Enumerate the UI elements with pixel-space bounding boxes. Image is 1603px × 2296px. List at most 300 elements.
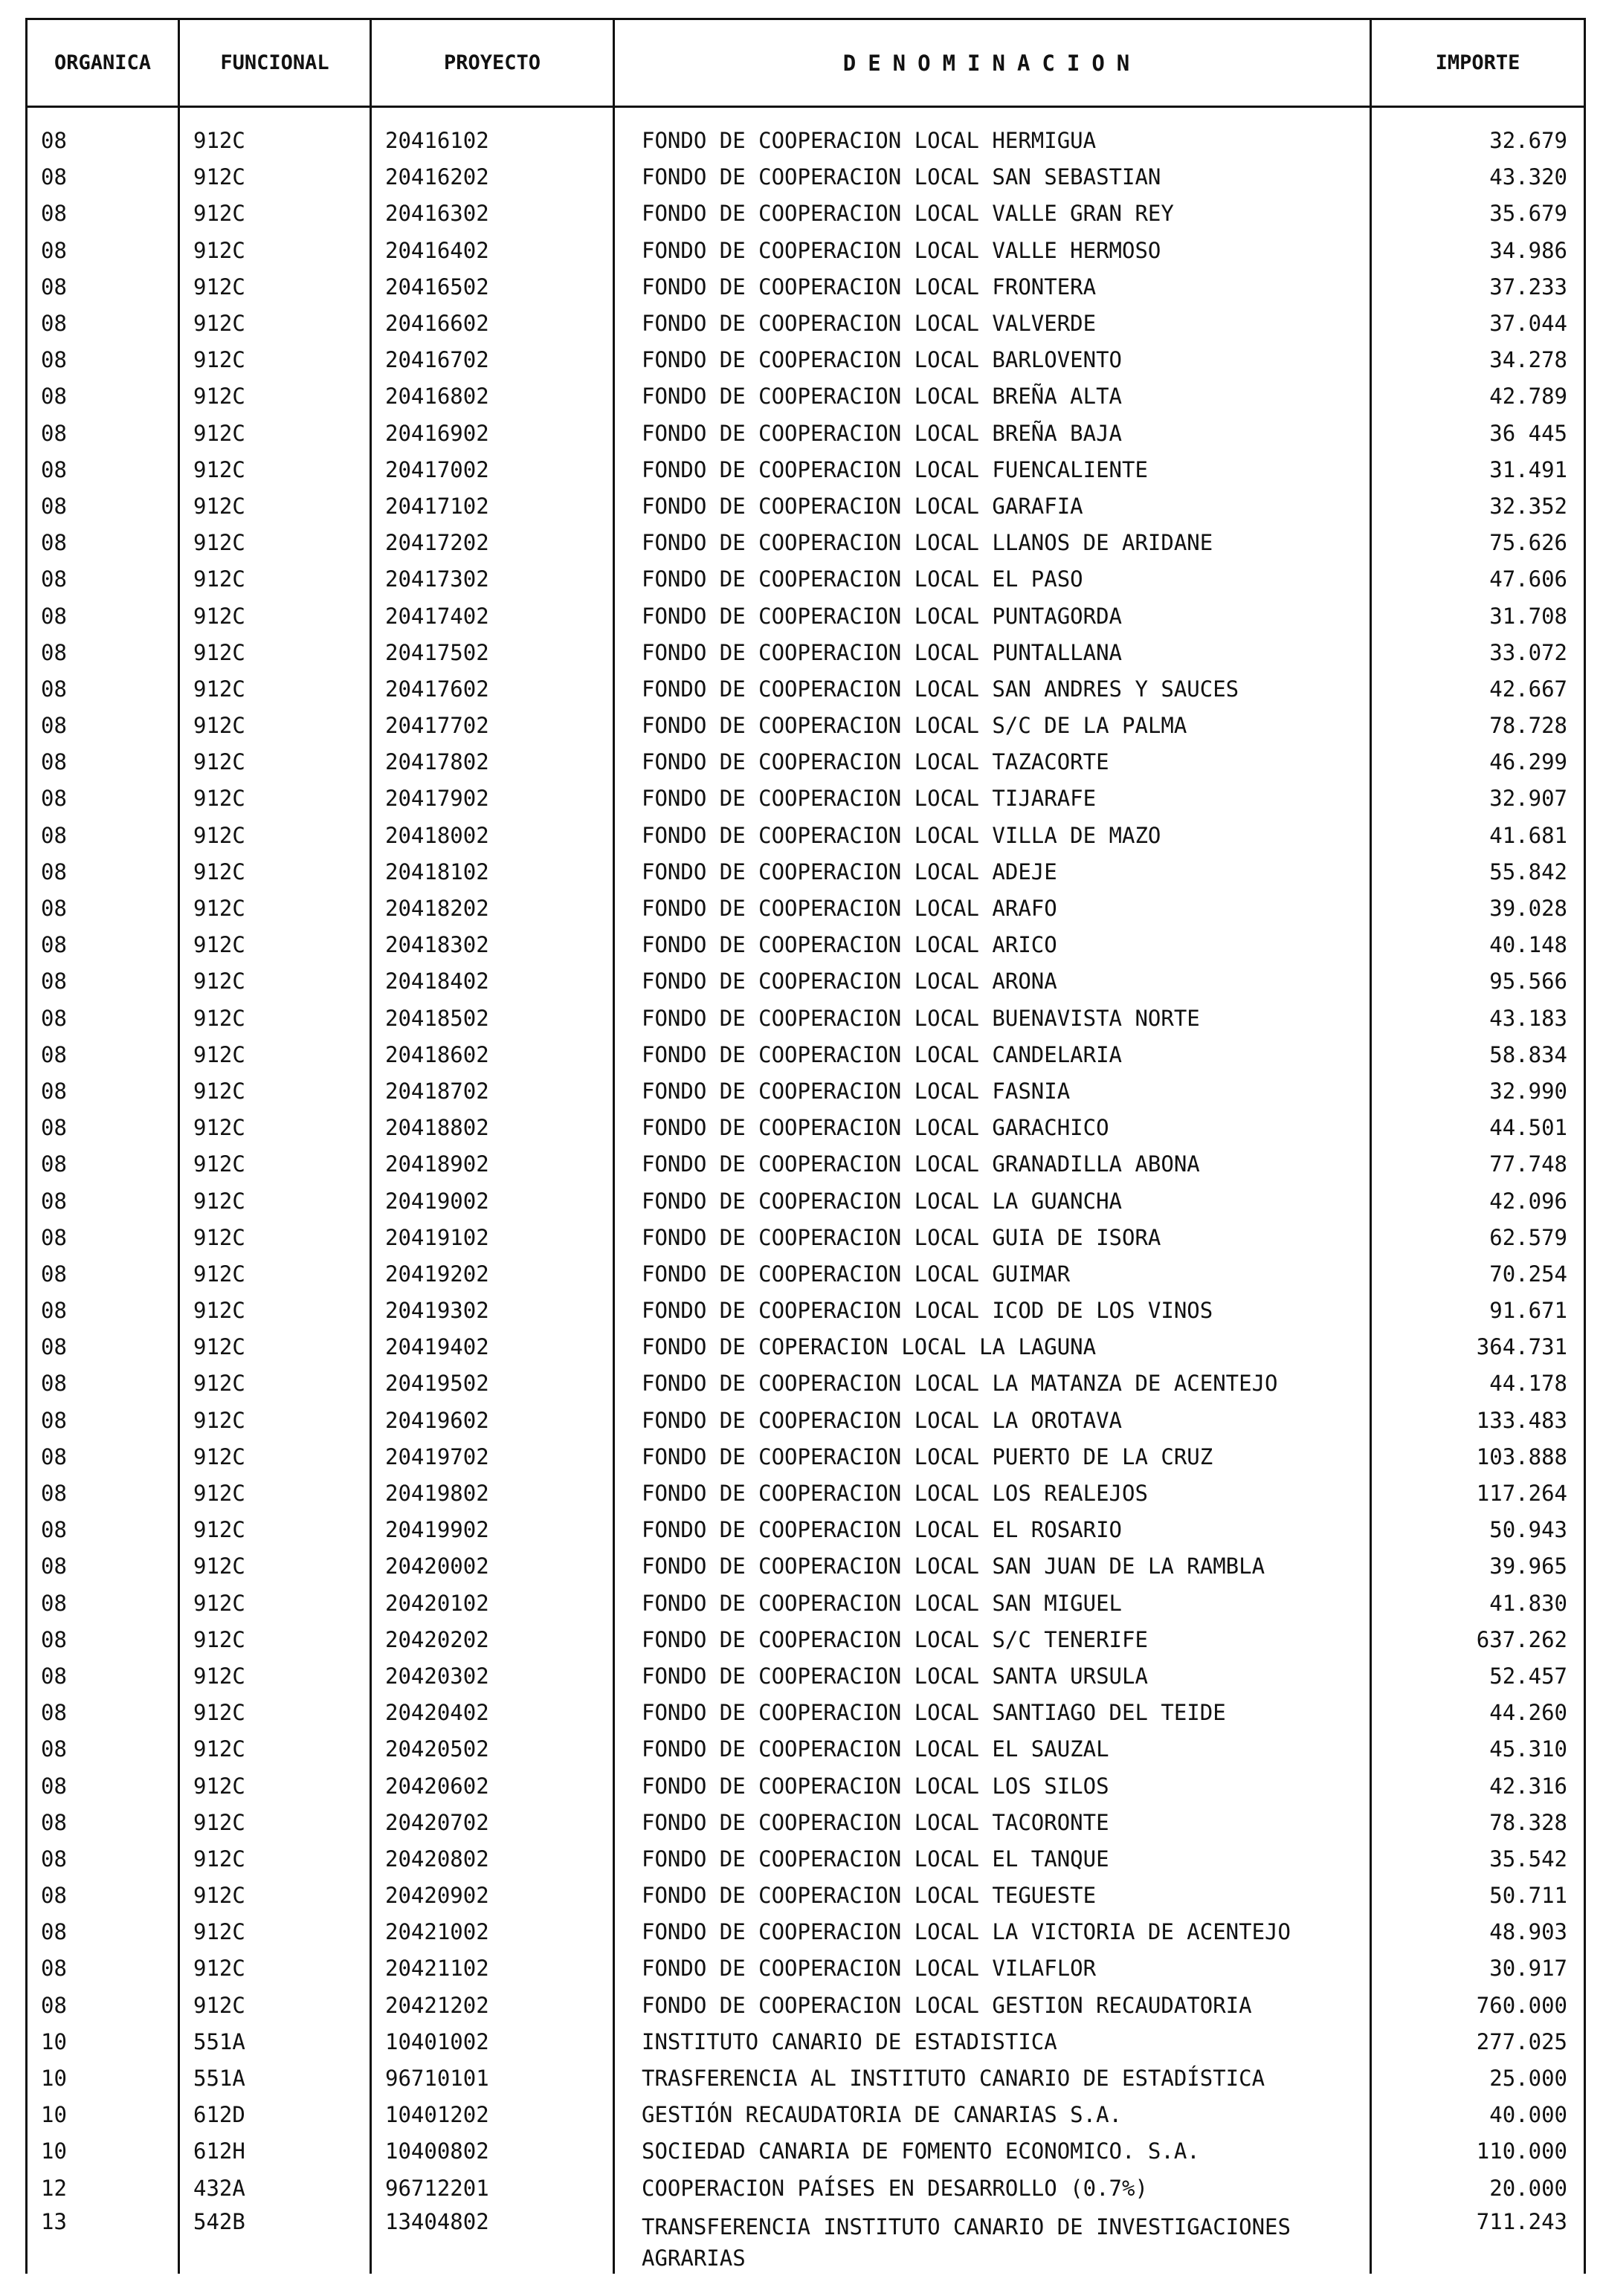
- table-row: [27, 744, 1585, 780]
- importe-cell: 41.681: [1371, 818, 1585, 854]
- funcional-cell: 912C: [179, 780, 371, 817]
- funcional-cell: 551A: [179, 2024, 371, 2060]
- proyecto-cell: 20420602: [371, 1768, 614, 1804]
- organica-cell: 08: [27, 780, 179, 817]
- importe-cell: 117.264: [1371, 1475, 1585, 1512]
- denominacion-cell: FONDO DE COOPERACION LOCAL GESTION RECAUDATORIA: [614, 1988, 1371, 2024]
- denominacion-cell: FONDO DE COOPERACION LOCAL EL TANQUE: [614, 1841, 1371, 1878]
- denominacion-cell: FONDO DE COOPERACION LOCAL HERMIGUA: [614, 107, 1371, 160]
- table-row: [27, 561, 1585, 598]
- funcional-cell: 912C: [179, 1512, 371, 1548]
- proyecto-cell: 20420102: [371, 1585, 614, 1622]
- denominacion-cell: FONDO DE COOPERACION LOCAL LA GUANCHA: [614, 1183, 1371, 1219]
- proyecto-cell: 20416902: [371, 415, 614, 452]
- table-row: [27, 708, 1585, 744]
- proyecto-cell: 20418402: [371, 963, 614, 1000]
- denominacion-cell: FONDO DE COOPERACION LOCAL SAN MIGUEL: [614, 1585, 1371, 1622]
- funcional-cell: 912C: [179, 1365, 371, 1402]
- importe-cell: 43.320: [1371, 159, 1585, 195]
- organica-cell: 08: [27, 1329, 179, 1365]
- organica-cell: 08: [27, 1805, 179, 1841]
- denominacion-cell: FONDO DE COOPERACION LOCAL ICOD DE LOS VINOS: [614, 1293, 1371, 1329]
- table-row: [27, 927, 1585, 963]
- proyecto-cell: 20421202: [371, 1988, 614, 2024]
- organica-cell: 08: [27, 1403, 179, 1439]
- denominacion-cell: FONDO DE COOPERACION LOCAL FUENCALIENTE: [614, 452, 1371, 488]
- proyecto-cell: 20416802: [371, 378, 614, 415]
- denominacion-cell: FONDO DE COOPERACION LOCAL CANDELARIA: [614, 1037, 1371, 1073]
- header-row: [27, 19, 1585, 107]
- proyecto-cell: 20417502: [371, 635, 614, 671]
- denominacion-cell: FONDO DE COOPERACION LOCAL TAZACORTE: [614, 744, 1371, 780]
- funcional-cell: 912C: [179, 1548, 371, 1585]
- funcional-cell: 432A: [179, 2170, 371, 2207]
- denominacion-cell: FONDO DE COOPERACION LOCAL LA OROTAVA: [614, 1403, 1371, 1439]
- importe-cell: 55.842: [1371, 854, 1585, 890]
- table-row: [27, 598, 1585, 634]
- funcional-cell: 912C: [179, 1695, 371, 1731]
- importe-cell: 77.748: [1371, 1146, 1585, 1183]
- funcional-cell: 912C: [179, 963, 371, 1000]
- importe-cell: 34.278: [1371, 342, 1585, 378]
- proyecto-cell: 96710101: [371, 2060, 614, 2097]
- funcional-cell: 912C: [179, 1220, 371, 1256]
- funcional-cell: 912C: [179, 1000, 371, 1037]
- organica-cell: 13: [27, 2207, 179, 2274]
- proyecto-cell: 20417002: [371, 452, 614, 488]
- importe-cell: 110.000: [1371, 2133, 1585, 2170]
- importe-cell: 37.044: [1371, 305, 1585, 342]
- table-row: [27, 107, 1585, 160]
- importe-cell: 34.986: [1371, 233, 1585, 269]
- table-row: [27, 1878, 1585, 1914]
- table-row: [27, 269, 1585, 305]
- funcional-cell: 912C: [179, 305, 371, 342]
- organica-cell: 08: [27, 1110, 179, 1146]
- denominacion-cell: FONDO DE COOPERACION LOCAL TIJARAFE: [614, 780, 1371, 817]
- importe-cell: 44.260: [1371, 1695, 1585, 1731]
- funcional-cell: 912C: [179, 1329, 371, 1365]
- funcional-cell: 912C: [179, 708, 371, 744]
- organica-cell: 08: [27, 1950, 179, 1987]
- budget-table: [25, 18, 1586, 2274]
- proyecto-cell: 20419402: [371, 1329, 614, 1365]
- proyecto-cell: 20416102: [371, 107, 614, 160]
- table-row: [27, 305, 1585, 342]
- importe-cell: 31.491: [1371, 452, 1585, 488]
- table-row: [27, 1037, 1585, 1073]
- proyecto-cell: 20419902: [371, 1512, 614, 1548]
- organica-cell: 08: [27, 963, 179, 1000]
- table-row: [27, 452, 1585, 488]
- funcional-cell: 912C: [179, 233, 371, 269]
- funcional-cell: 912C: [179, 1878, 371, 1914]
- denominacion-cell: FONDO DE COOPERACION LOCAL LLANOS DE ARIDANE: [614, 525, 1371, 561]
- column-header-denominacion: DENOMINACION: [614, 19, 1371, 107]
- importe-cell: 30.917: [1371, 1950, 1585, 1987]
- organica-cell: 12: [27, 2170, 179, 2207]
- table-row: [27, 1914, 1585, 1950]
- importe-cell: 364.731: [1371, 1329, 1585, 1365]
- importe-cell: 103.888: [1371, 1439, 1585, 1475]
- organica-cell: 08: [27, 708, 179, 744]
- table-row: [27, 488, 1585, 525]
- table-row: [27, 1365, 1585, 1402]
- denominacion-cell: FONDO DE COOPERACION LOCAL GRANADILLA ABONA: [614, 1146, 1371, 1183]
- organica-cell: 08: [27, 488, 179, 525]
- importe-cell: 637.262: [1371, 1622, 1585, 1658]
- table-row: [27, 963, 1585, 1000]
- denominacion-cell: FONDO DE COOPERACION LOCAL VILAFLOR: [614, 1950, 1371, 1987]
- importe-cell: 41.830: [1371, 1585, 1585, 1622]
- importe-cell: 50.943: [1371, 1512, 1585, 1548]
- funcional-cell: 912C: [179, 378, 371, 415]
- organica-cell: 08: [27, 195, 179, 232]
- funcional-cell: 912C: [179, 854, 371, 890]
- funcional-cell: 912C: [179, 1622, 371, 1658]
- table-row: [27, 1805, 1585, 1841]
- proyecto-cell: 20419102: [371, 1220, 614, 1256]
- organica-cell: 08: [27, 378, 179, 415]
- importe-cell: 78.328: [1371, 1805, 1585, 1841]
- importe-cell: 42.667: [1371, 671, 1585, 708]
- importe-cell: 42.789: [1371, 378, 1585, 415]
- funcional-cell: 912C: [179, 1841, 371, 1878]
- table-row: [27, 671, 1585, 708]
- column-header-importe: IMPORTE: [1371, 19, 1585, 107]
- denominacion-cell: FONDO DE COOPERACION LOCAL VALLE GRAN REY: [614, 195, 1371, 232]
- importe-cell: 45.310: [1371, 1731, 1585, 1768]
- proyecto-cell: 13404802: [371, 2207, 614, 2274]
- proyecto-cell: 20418502: [371, 1000, 614, 1037]
- importe-cell: 46.299: [1371, 744, 1585, 780]
- proyecto-cell: 10401202: [371, 2097, 614, 2133]
- funcional-cell: 912C: [179, 927, 371, 963]
- organica-cell: 08: [27, 561, 179, 598]
- denominacion-cell: FONDO DE COOPERACION LOCAL EL PASO: [614, 561, 1371, 598]
- organica-cell: 08: [27, 1548, 179, 1585]
- table-row: [27, 415, 1585, 452]
- table-row: [27, 1220, 1585, 1256]
- importe-cell: 43.183: [1371, 1000, 1585, 1037]
- funcional-cell: 912C: [179, 1805, 371, 1841]
- denominacion-cell: FONDO DE COOPERACION LOCAL BREÑA BAJA: [614, 415, 1371, 452]
- organica-cell: 10: [27, 2060, 179, 2097]
- importe-cell: 32.907: [1371, 780, 1585, 817]
- table-row: [27, 1000, 1585, 1037]
- table-row: [27, 818, 1585, 854]
- importe-cell: 78.728: [1371, 708, 1585, 744]
- funcional-cell: 612H: [179, 2133, 371, 2170]
- proyecto-cell: 20416602: [371, 305, 614, 342]
- table-row: [27, 1622, 1585, 1658]
- denominacion-cell: FONDO DE COOPERACION LOCAL TACORONTE: [614, 1805, 1371, 1841]
- funcional-cell: 612D: [179, 2097, 371, 2133]
- importe-cell: 44.501: [1371, 1110, 1585, 1146]
- proyecto-cell: 20421102: [371, 1950, 614, 1987]
- importe-cell: 35.542: [1371, 1841, 1585, 1878]
- organica-cell: 08: [27, 1878, 179, 1914]
- denominacion-cell: FONDO DE COOPERACION LOCAL FASNIA: [614, 1073, 1371, 1110]
- organica-cell: 10: [27, 2097, 179, 2133]
- organica-cell: 10: [27, 2024, 179, 2060]
- denominacion-cell: INSTITUTO CANARIO DE ESTADISTICA: [614, 2024, 1371, 2060]
- funcional-cell: 912C: [179, 561, 371, 598]
- funcional-cell: 912C: [179, 744, 371, 780]
- funcional-cell: 912C: [179, 195, 371, 232]
- denominacion-cell: FONDO DE COOPERACION LOCAL LA MATANZA DE ACENTEJO: [614, 1365, 1371, 1402]
- proyecto-cell: 20416402: [371, 233, 614, 269]
- funcional-cell: 912C: [179, 107, 371, 160]
- importe-cell: 31.708: [1371, 598, 1585, 634]
- proyecto-cell: 20421002: [371, 1914, 614, 1950]
- organica-cell: 08: [27, 1658, 179, 1695]
- proyecto-cell: 20418102: [371, 854, 614, 890]
- organica-cell: 08: [27, 1622, 179, 1658]
- proyecto-cell: 20419702: [371, 1439, 614, 1475]
- denominacion-cell: FONDO DE COOPERACION LOCAL GARAFIA: [614, 488, 1371, 525]
- denominacion-cell: FONDO DE COOPERACION LOCAL SANTIAGO DEL TEIDE: [614, 1695, 1371, 1731]
- organica-cell: 08: [27, 269, 179, 305]
- proyecto-cell: 20418602: [371, 1037, 614, 1073]
- denominacion-cell: GESTIÓN RECAUDATORIA DE CANARIAS S.A.: [614, 2097, 1371, 2133]
- organica-cell: 08: [27, 305, 179, 342]
- importe-cell: 40.148: [1371, 927, 1585, 963]
- table-row: [27, 1256, 1585, 1293]
- importe-cell: 75.626: [1371, 525, 1585, 561]
- table-row: [27, 854, 1585, 890]
- column-header-proyecto: PROYECTO: [371, 19, 614, 107]
- proyecto-cell: 20420502: [371, 1731, 614, 1768]
- importe-cell: 33.072: [1371, 635, 1585, 671]
- proyecto-cell: 20419002: [371, 1183, 614, 1219]
- importe-cell: 35.679: [1371, 195, 1585, 232]
- organica-cell: 08: [27, 233, 179, 269]
- importe-cell: 48.903: [1371, 1914, 1585, 1950]
- proyecto-cell: 20417702: [371, 708, 614, 744]
- denominacion-cell: FONDO DE COOPERACION LOCAL FRONTERA: [614, 269, 1371, 305]
- denominacion-cell: FONDO DE COOPERACION LOCAL GUIA DE ISORA: [614, 1220, 1371, 1256]
- organica-cell: 08: [27, 598, 179, 634]
- organica-cell: 08: [27, 635, 179, 671]
- table-row: [27, 2097, 1585, 2133]
- denominacion-cell: FONDO DE COOPERACION LOCAL VALLE HERMOSO: [614, 233, 1371, 269]
- funcional-cell: 912C: [179, 890, 371, 927]
- proyecto-cell: 20418702: [371, 1073, 614, 1110]
- proyecto-cell: 20417802: [371, 744, 614, 780]
- table-row: [27, 2024, 1585, 2060]
- importe-cell: 42.316: [1371, 1768, 1585, 1804]
- importe-cell: 70.254: [1371, 1256, 1585, 1293]
- funcional-cell: 912C: [179, 1293, 371, 1329]
- funcional-cell: 912C: [179, 1256, 371, 1293]
- organica-cell: 08: [27, 159, 179, 195]
- funcional-cell: 912C: [179, 415, 371, 452]
- organica-cell: 10: [27, 2133, 179, 2170]
- importe-cell: 277.025: [1371, 2024, 1585, 2060]
- table-row: [27, 1329, 1585, 1365]
- proyecto-cell: 20419502: [371, 1365, 614, 1402]
- proyecto-cell: 20420902: [371, 1878, 614, 1914]
- denominacion-cell: FONDO DE COOPERACION LOCAL BREÑA ALTA: [614, 378, 1371, 415]
- denominacion-cell: FONDO DE COOPERACION LOCAL S/C TENERIFE: [614, 1622, 1371, 1658]
- denominacion-cell: FONDO DE COOPERACION LOCAL S/C DE LA PALMA: [614, 708, 1371, 744]
- organica-cell: 08: [27, 1475, 179, 1512]
- organica-cell: 08: [27, 452, 179, 488]
- denominacion-cell: FONDO DE COOPERACION LOCAL TEGUESTE: [614, 1878, 1371, 1914]
- importe-cell: 40.000: [1371, 2097, 1585, 2133]
- proyecto-cell: 96712201: [371, 2170, 614, 2207]
- importe-cell: 62.579: [1371, 1220, 1585, 1256]
- proyecto-cell: 20417102: [371, 488, 614, 525]
- organica-cell: 08: [27, 1914, 179, 1950]
- organica-cell: 08: [27, 1988, 179, 2024]
- organica-cell: 08: [27, 671, 179, 708]
- funcional-cell: 912C: [179, 635, 371, 671]
- organica-cell: 08: [27, 1585, 179, 1622]
- table-row: [27, 378, 1585, 415]
- proyecto-cell: 20418902: [371, 1146, 614, 1183]
- proyecto-cell: 10400802: [371, 2133, 614, 2170]
- denominacion-cell: FONDO DE COPERACION LOCAL LA LAGUNA: [614, 1329, 1371, 1365]
- proyecto-cell: 20419202: [371, 1256, 614, 1293]
- funcional-cell: 912C: [179, 1073, 371, 1110]
- denominacion-cell: FONDO DE COOPERACION LOCAL SAN ANDRES Y SAUCES: [614, 671, 1371, 708]
- denominacion-cell: FONDO DE COOPERACION LOCAL SAN SEBASTIAN: [614, 159, 1371, 195]
- funcional-cell: 912C: [179, 671, 371, 708]
- proyecto-cell: 20417202: [371, 525, 614, 561]
- table-row: [27, 890, 1585, 927]
- denominacion-cell: FONDO DE COOPERACION LOCAL ARAFO: [614, 890, 1371, 927]
- organica-cell: 08: [27, 1073, 179, 1110]
- organica-cell: 08: [27, 854, 179, 890]
- importe-cell: 39.965: [1371, 1548, 1585, 1585]
- denominacion-cell: FONDO DE COOPERACION LOCAL LOS SILOS: [614, 1768, 1371, 1804]
- organica-cell: 08: [27, 1439, 179, 1475]
- organica-cell: 08: [27, 818, 179, 854]
- table-row: [27, 1988, 1585, 2024]
- table-row: [27, 1439, 1585, 1475]
- importe-cell: 52.457: [1371, 1658, 1585, 1695]
- denominacion-cell: FONDO DE COOPERACION LOCAL BUENAVISTA NORTE: [614, 1000, 1371, 1037]
- denominacion-cell: FONDO DE COOPERACION LOCAL ARONA: [614, 963, 1371, 1000]
- denominacion-cell: FONDO DE COOPERACION LOCAL VILLA DE MAZO: [614, 818, 1371, 854]
- table-row: [27, 1841, 1585, 1878]
- table-row: [27, 635, 1585, 671]
- denominacion-cell: FONDO DE COOPERACION LOCAL GUIMAR: [614, 1256, 1371, 1293]
- denominacion-cell: FONDO DE COOPERACION LOCAL PUERTO DE LA CRUZ: [614, 1439, 1371, 1475]
- importe-cell: 39.028: [1371, 890, 1585, 927]
- funcional-cell: 912C: [179, 1988, 371, 2024]
- funcional-cell: 542B: [179, 2207, 371, 2274]
- importe-cell: 50.711: [1371, 1878, 1585, 1914]
- denominacion-cell: TRASFERENCIA AL INSTITUTO CANARIO DE ESTADÍSTICA: [614, 2060, 1371, 2097]
- organica-cell: 08: [27, 927, 179, 963]
- table-row: [27, 1183, 1585, 1219]
- organica-cell: 08: [27, 1220, 179, 1256]
- organica-cell: 08: [27, 1293, 179, 1329]
- proyecto-cell: 20417602: [371, 671, 614, 708]
- funcional-cell: 912C: [179, 1768, 371, 1804]
- table-row: [27, 1548, 1585, 1585]
- table-row: [27, 1110, 1585, 1146]
- funcional-cell: 912C: [179, 1950, 371, 1987]
- denominacion-cell: FONDO DE COOPERACION LOCAL LA VICTORIA DE ACENTEJO: [614, 1914, 1371, 1950]
- denominacion-cell: FONDO DE COOPERACION LOCAL ARICO: [614, 927, 1371, 963]
- organica-cell: 08: [27, 1037, 179, 1073]
- denominacion-cell: FONDO DE COOPERACION LOCAL GARACHICO: [614, 1110, 1371, 1146]
- table-row: [27, 1146, 1585, 1183]
- table-row: [27, 233, 1585, 269]
- proyecto-cell: 20420402: [371, 1695, 614, 1731]
- table-row: [27, 159, 1585, 195]
- table-row: [27, 780, 1585, 817]
- organica-cell: 08: [27, 1768, 179, 1804]
- organica-cell: 08: [27, 1512, 179, 1548]
- importe-cell: 32.990: [1371, 1073, 1585, 1110]
- funcional-cell: 912C: [179, 1110, 371, 1146]
- funcional-cell: 912C: [179, 598, 371, 634]
- proyecto-cell: 20419802: [371, 1475, 614, 1512]
- table-row: [27, 1585, 1585, 1622]
- funcional-cell: 912C: [179, 1403, 371, 1439]
- funcional-cell: 912C: [179, 488, 371, 525]
- proyecto-cell: 20416202: [371, 159, 614, 195]
- table-row: [27, 1475, 1585, 1512]
- denominacion-cell: FONDO DE COOPERACION LOCAL BARLOVENTO: [614, 342, 1371, 378]
- budget-table-page: [25, 18, 1584, 2285]
- proyecto-cell: 10401002: [371, 2024, 614, 2060]
- organica-cell: 08: [27, 415, 179, 452]
- proyecto-cell: 20416302: [371, 195, 614, 232]
- table-row: [27, 195, 1585, 232]
- importe-cell: 36 445: [1371, 415, 1585, 452]
- funcional-cell: 912C: [179, 1475, 371, 1512]
- organica-cell: 08: [27, 342, 179, 378]
- denominacion-cell: FONDO DE COOPERACION LOCAL EL ROSARIO: [614, 1512, 1371, 1548]
- funcional-cell: 912C: [179, 1914, 371, 1950]
- table-row: [27, 1293, 1585, 1329]
- organica-cell: 08: [27, 1731, 179, 1768]
- proyecto-cell: 20416502: [371, 269, 614, 305]
- table-row: [27, 2133, 1585, 2170]
- table-row: [27, 1658, 1585, 1695]
- importe-cell: 42.096: [1371, 1183, 1585, 1219]
- denominacion-cell: FONDO DE COOPERACION LOCAL SANTA URSULA: [614, 1658, 1371, 1695]
- denominacion-cell: FONDO DE COOPERACION LOCAL PUNTAGORDA: [614, 598, 1371, 634]
- importe-cell: 47.606: [1371, 561, 1585, 598]
- proyecto-cell: 20420202: [371, 1622, 614, 1658]
- table-row: [27, 1695, 1585, 1731]
- importe-cell: 44.178: [1371, 1365, 1585, 1402]
- table-row: [27, 1403, 1585, 1439]
- proyecto-cell: 20419602: [371, 1403, 614, 1439]
- table-body: [27, 107, 1585, 2274]
- funcional-cell: 912C: [179, 1146, 371, 1183]
- funcional-cell: 912C: [179, 818, 371, 854]
- organica-cell: 08: [27, 1841, 179, 1878]
- funcional-cell: 551A: [179, 2060, 371, 2097]
- denominacion-cell: FONDO DE COOPERACION LOCAL ADEJE: [614, 854, 1371, 890]
- importe-cell: 32.352: [1371, 488, 1585, 525]
- proyecto-cell: 20420002: [371, 1548, 614, 1585]
- funcional-cell: 912C: [179, 159, 371, 195]
- denominacion-cell: FONDO DE COOPERACION LOCAL LOS REALEJOS: [614, 1475, 1371, 1512]
- proyecto-cell: 20418202: [371, 890, 614, 927]
- denominacion-cell: TRANSFERENCIA INSTITUTO CANARIO DE INVESTIGACIONES AGRARIAS: [614, 2207, 1371, 2274]
- proyecto-cell: 20420302: [371, 1658, 614, 1695]
- organica-cell: 08: [27, 1146, 179, 1183]
